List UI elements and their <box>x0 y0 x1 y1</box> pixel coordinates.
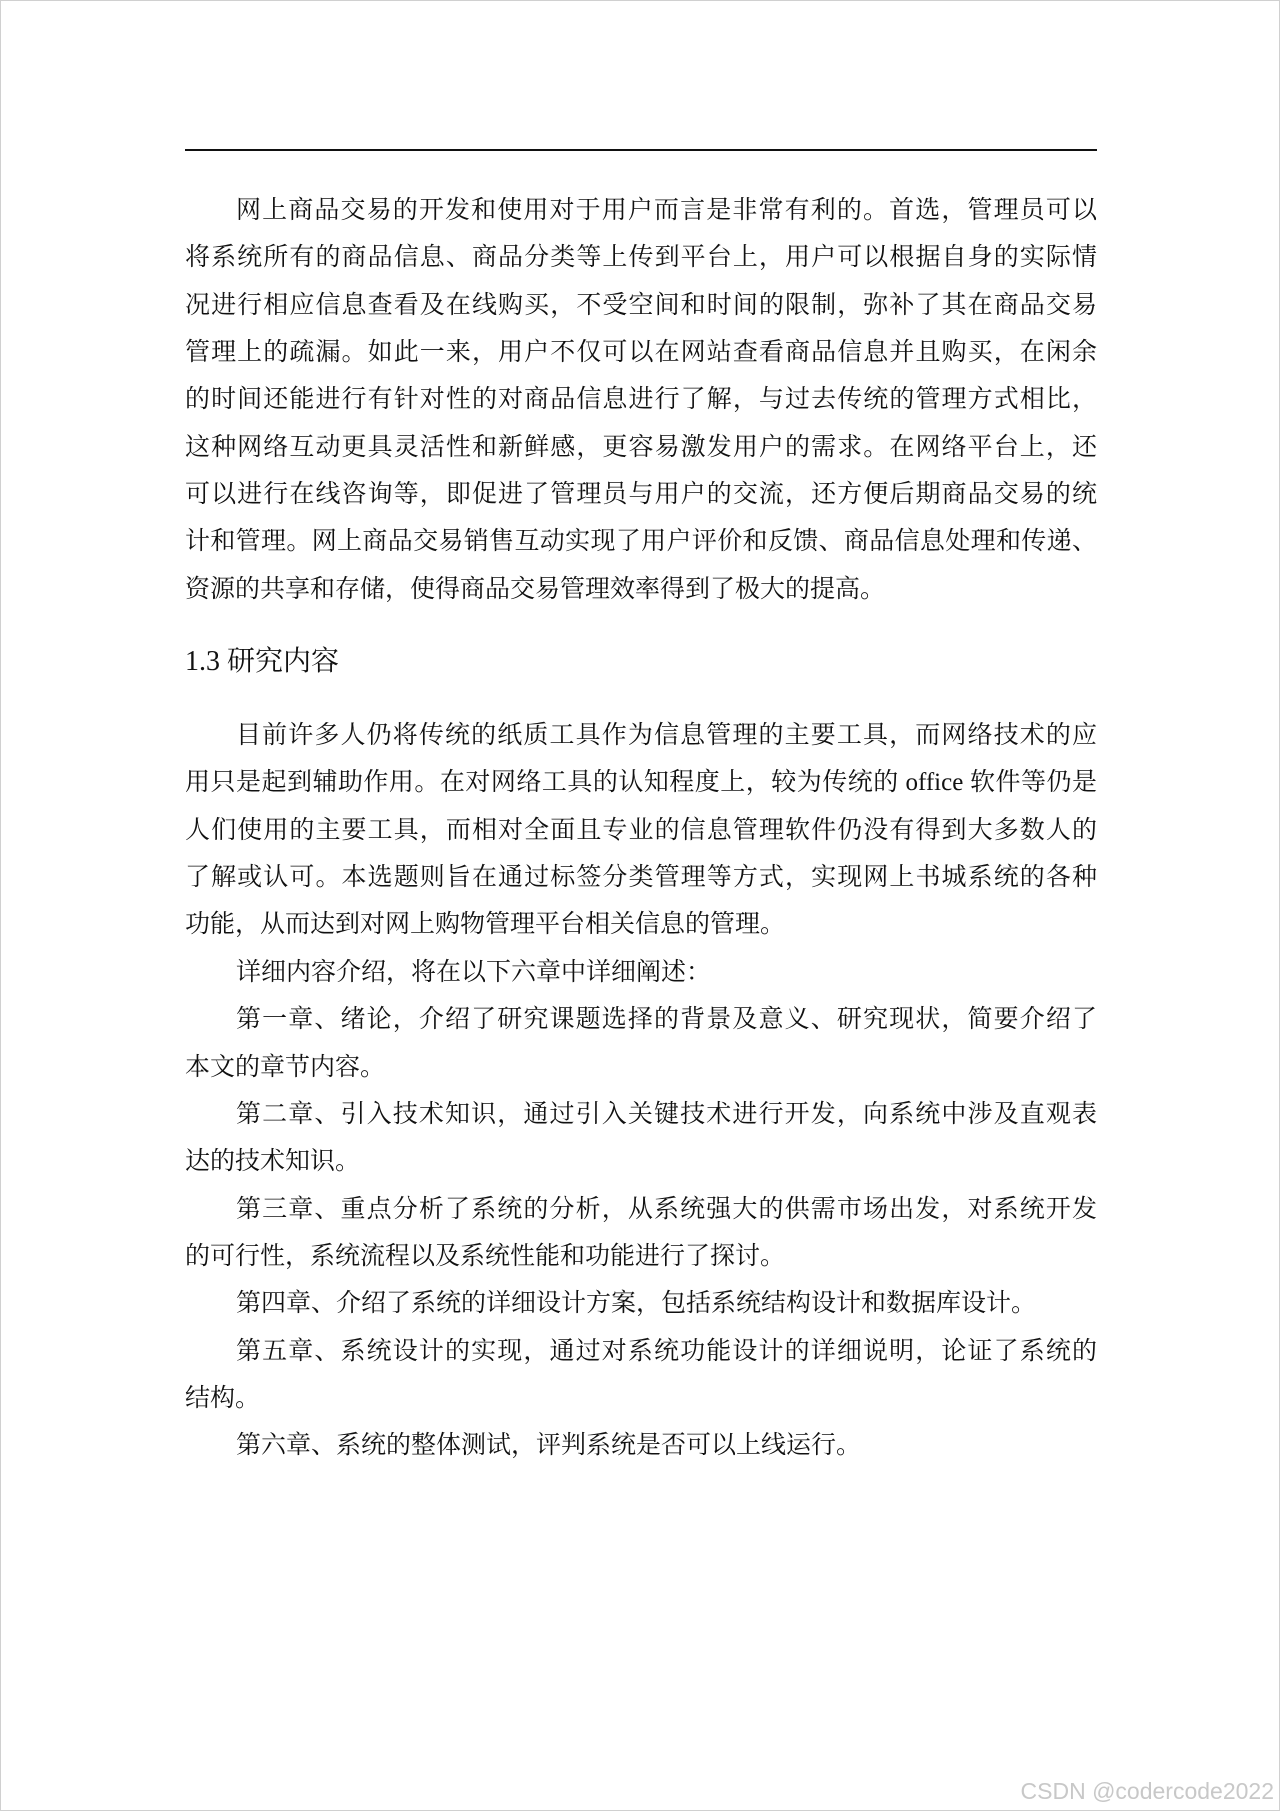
chapter-paragraph <box>185 1280 1097 1327</box>
text-line: 可以进行在线咨询等，即促进了管理员与用户的交流，还方便后期商品交易的统 <box>185 481 1097 509</box>
text-line: 功能，从而达到对网上购物管理平台相关信息的管理。 <box>185 911 786 939</box>
chapter-list <box>185 996 1097 1469</box>
document-body <box>185 187 1097 1470</box>
text-line: 结构。 <box>185 1384 261 1412</box>
text-line: 第四章、介绍了系统的详细设计方案，包括系统结构设计和数据库设计。 <box>236 1290 1037 1318</box>
watermark: CSDN @codercode2022 <box>1020 1778 1274 1804</box>
text-line: 目前许多人仍将传统的纸质工具作为信息管理的主要工具，而网络技术的应 <box>236 722 1097 750</box>
paragraph-significance <box>185 187 1097 613</box>
text-line: 管理上的疏漏。如此一来，用户不仅可以在网站查看商品信息并且购买，在闲余 <box>185 339 1097 367</box>
text-line: 第一章、绪论，介绍了研究课题选择的背景及意义、研究现状，简要介绍了 <box>236 1006 1097 1034</box>
chapter-paragraph <box>185 1091 1097 1186</box>
text-line: 第二章、引入技术知识，通过引入关键技术进行开发，向系统中涉及直观表 <box>236 1100 1097 1128</box>
text-line: 详细内容介绍，将在以下六章中详细阐述： <box>236 958 712 986</box>
chapter-paragraph <box>185 1328 1097 1423</box>
text-line: 计和管理。网上商品交易销售互动实现了用户评价和反馈、商品信息处理和传递、 <box>185 528 1097 556</box>
text-line: 的时间还能进行有针对性的对商品信息进行了解，与过去传统的管理方式相比， <box>185 386 1097 414</box>
chapter-paragraph <box>185 996 1097 1091</box>
paragraph-research-content <box>185 712 1097 949</box>
chapter-paragraph <box>185 1186 1097 1281</box>
text-line: 第三章、重点分析了系统的分析，从系统强大的供需市场出发，对系统开发 <box>236 1195 1097 1223</box>
paragraph-intro <box>185 949 1097 996</box>
header-rule <box>185 149 1097 151</box>
text-line: 的可行性，系统流程以及系统性能和功能进行了探讨。 <box>185 1242 786 1270</box>
chapter-paragraph <box>185 1422 1097 1469</box>
text-line: 达的技术知识。 <box>185 1148 361 1176</box>
text-line: 将系统所有的商品信息、商品分类等上传到平台上，用户可以根据自身的实际情 <box>185 244 1097 272</box>
text-line: 资源的共享和存储，使得商品交易管理效率得到了极大的提高。 <box>185 575 886 603</box>
text-line: 本文的章节内容。 <box>185 1053 386 1081</box>
text-line: 这种网络互动更具灵活性和新鲜感，更容易激发用户的需求。在网络平台上，还 <box>185 433 1097 461</box>
text-line: 况进行相应信息查看及在线购买，不受空间和时间的限制，弥补了其在商品交易 <box>185 291 1097 319</box>
text-line: 第六章、系统的整体测试，评判系统是否可以上线运行。 <box>236 1432 862 1460</box>
text-line: 了解或认可。本选题则旨在通过标签分类管理等方式，实现网上书城系统的各种 <box>185 864 1097 892</box>
text-line: 用只是起到辅助作用。在对网络工具的认知程度上，较为传统的 office 软件等仍是 <box>185 769 1097 797</box>
text-line: 人们使用的主要工具，而相对全面且专业的信息管理软件仍没有得到大多数人的 <box>185 816 1097 844</box>
section-heading: 1.3 研究内容 <box>185 646 340 678</box>
text-line: 网上商品交易的开发和使用对于用户而言是非常有利的。首选，管理员可以 <box>236 197 1097 224</box>
text-line: 第五章、系统设计的实现，通过对系统功能设计的详细说明，论证了系统的 <box>236 1337 1097 1365</box>
